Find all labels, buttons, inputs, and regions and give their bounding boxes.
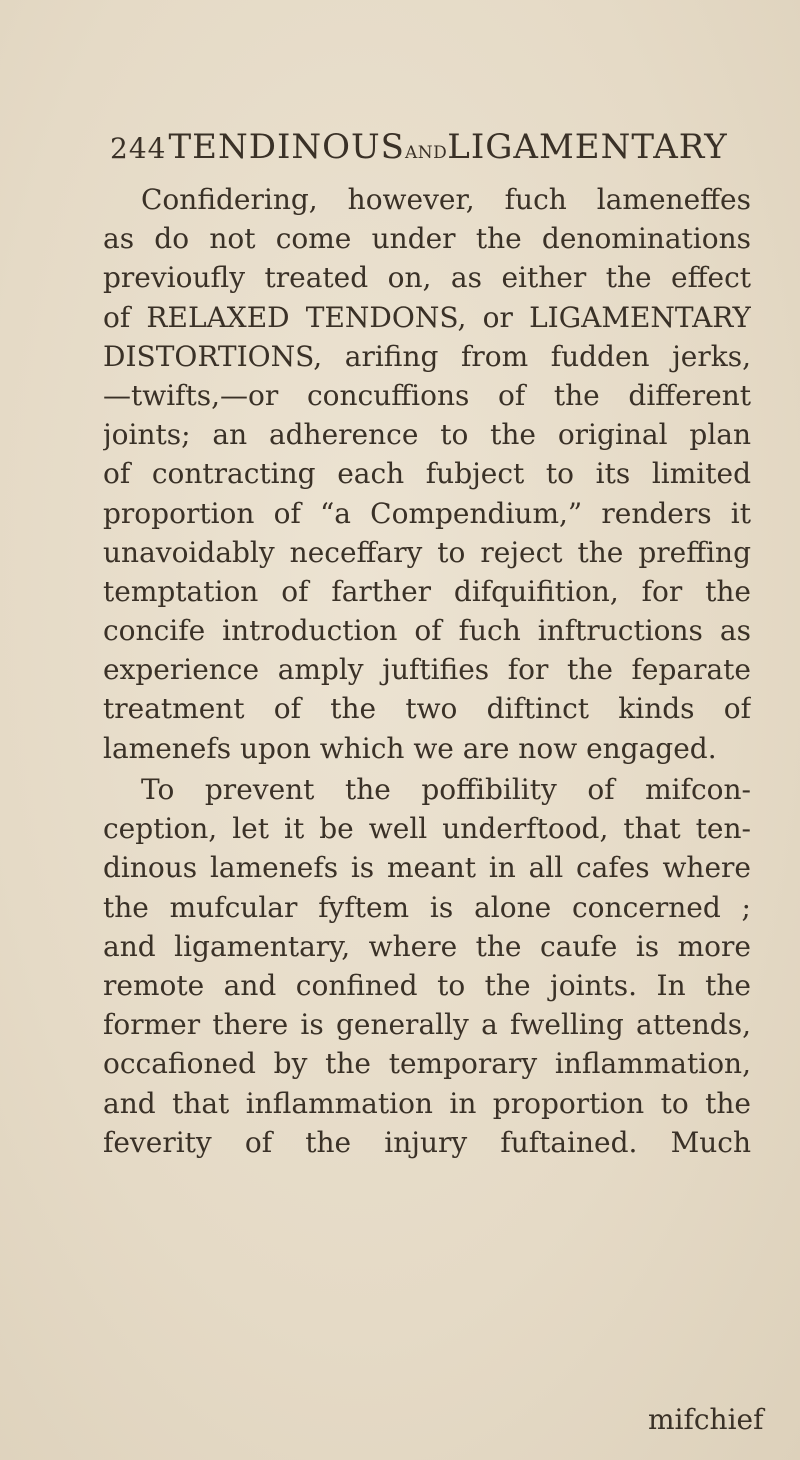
text-line: former there is generally a fwelling attends, — [103, 1008, 751, 1042]
paragraph-1 — [103, 180, 751, 768]
text-line: previoufly treated on, as either the effect — [103, 261, 751, 295]
text-line: concife introduction of fuch inftructions as — [103, 614, 751, 648]
header-title-part1: TENDINOUS — [168, 127, 405, 167]
text-line: To prevent the poffibility of mifcon- — [141, 773, 751, 806]
text-line: DISTORTIONS, arifing from fudden jerks, — [103, 339, 751, 373]
catchword: mifchief — [648, 1403, 764, 1436]
text-line: and ligamentary, where the caufe is more — [103, 929, 751, 963]
text-line: and that inflammation in proportion to the — [103, 1086, 751, 1120]
text-line: joints; an adherence to the original plan — [103, 418, 751, 452]
text-line: ception, let it be well underftood, that ten- — [103, 812, 751, 846]
text-line: lamenefs upon which we are now engaged. — [103, 731, 717, 765]
text-line: as do not come under the denominations — [103, 222, 751, 256]
text-line: proportion of “a Compendium,” renders it — [103, 496, 751, 530]
running-header — [110, 122, 750, 172]
text-line: remote and confined to the joints. In the — [103, 968, 751, 1002]
header-title-part2: LIGAMENTARY — [447, 127, 728, 167]
page-number: 244 — [110, 132, 167, 165]
text-line: unavoidably neceffary to reject the preffing — [103, 535, 751, 569]
text-line: feverity of the injury fuftained. Much — [103, 1125, 751, 1159]
text-line: —twifts,—or concuffions of the different — [103, 378, 751, 412]
text-line: the mufcular fyftem is alone concerned ; — [103, 890, 751, 924]
text-line: temptation of farther difquifition, for the — [103, 574, 751, 608]
text-line: Confidering, however, fuch lameneffes — [141, 183, 751, 216]
text-line: experience amply juftifies for the feparate — [103, 653, 751, 687]
header-title-and: AND — [404, 143, 448, 163]
text-line: of contracting each fubject to its limited — [103, 457, 751, 491]
text-line: dinous lamenefs is meant in all cafes where — [103, 851, 751, 885]
text-line: occafioned by the temporary inflammation, — [103, 1047, 751, 1081]
paragraph-2 — [103, 770, 751, 1162]
text-line: of RELAXED TENDONS, or LIGAMENTARY — [103, 300, 751, 334]
text-line: treatment of the two diftinct kinds of — [103, 692, 751, 726]
